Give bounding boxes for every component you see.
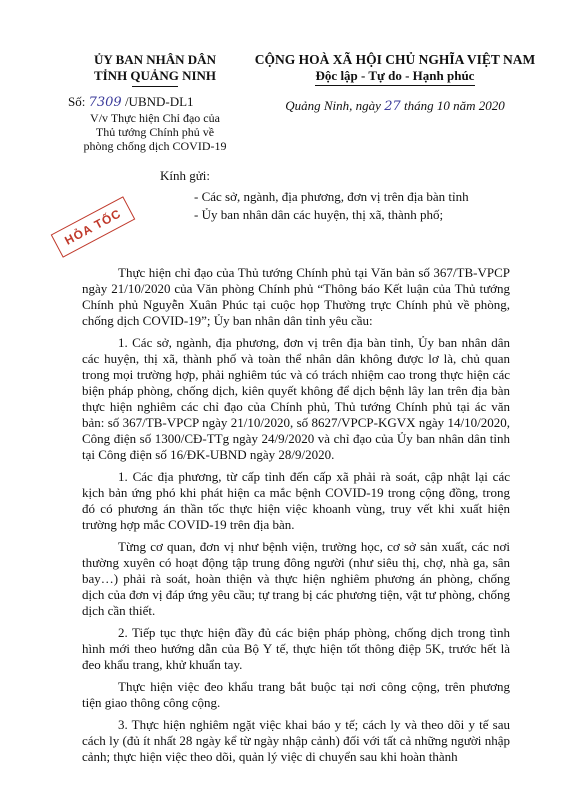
body-paragraph: Thực hiện chỉ đạo của Thủ tướng Chính phủ tại Văn bản số 367/TB-VPCP ngày 21/10/2020 của Văn phòng Chính phủ “Thông báo Kết luận của Thủ tướng Chính phủ Nguyễn Xuân Phúc tại cuộc họp Thường trực Chính phủ về phòng, chống dịch COVID-19”; Ủy ban nhân dân tỉnh yêu cầu: — [82, 265, 510, 328]
body-paragraph: 1. Các địa phương, từ cấp tỉnh đến cấp xã phải rà soát, cập nhật lại các kịch bản ứng phó khi phát hiện ca mắc bệnh COVID-19 trong cộng đồng, trong đó có phương án thần tốc thực hiện việc khoanh vùng, truy vết khi xuất hiện trường hợp mắc COVID-19 trên địa bàn. — [82, 469, 510, 532]
body-paragraph: Thực hiện việc đeo khẩu trang bắt buộc tại nơi công cộng, trên phương tiện giao thông công cộng. — [82, 679, 510, 710]
body-paragraph: 3. Thực hiện nghiêm ngặt việc khai báo y tế; cách ly và theo dõi y tế sau cách ly (đủ ít nhất 28 ngày kể từ ngày nhập cảnh) đối với tất cả những người nhập cảnh; thực hiện việc theo dõi, quản lý việc di chuyển sau khi hoàn thành — [82, 717, 510, 764]
subject-line — [62, 111, 248, 153]
subject-line-2: Thủ tướng Chính phủ về — [95, 125, 215, 139]
issuer-underline — [132, 86, 178, 87]
doc-number-suffix: /UBND-DL1 — [124, 94, 194, 109]
body-paragraph: 2. Tiếp tục thực hiện đầy đủ các biện pháp phòng, chống dịch trong tình hình mới theo hướng dẫn của Bộ Y tế, thực hiện tốt thông điệp 5K, trước hết là đeo khẩu trang, khử khuẩn tay. — [82, 625, 510, 672]
recipient-list — [194, 188, 469, 224]
national-motto: Độc lập - Tự do - Hạnh phúc — [315, 68, 475, 83]
doc-number-handwritten: 7309 — [88, 95, 122, 110]
motto-underline — [315, 85, 475, 86]
document-number — [62, 93, 248, 111]
recipient-item: - Các sở, ngành, địa phương, đơn vị trên địa bàn tỉnh — [194, 189, 469, 204]
issuer-block — [62, 52, 248, 153]
body-paragraph: Từng cơ quan, đơn vị như bệnh viện, trường học, cơ sở sản xuất, các nơi thường xuyên có hoạt động tập trung đông người (như siêu thị, chợ, nhà ga, sân bay…) phải rà soát, hoàn thiện và thực hiện nghiêm phương án phòng, chống dịch của đơn vị đáp ứng yêu cầu; tự trang bị các phương tiện, vật tư phòng, chống dịch cần thiết. — [82, 539, 510, 618]
subject-line-1: V/v Thực hiện Chỉ đạo của — [90, 111, 220, 125]
date-day-handwritten: 27 — [384, 99, 401, 114]
subject-line-3: phòng chống dịch COVID-19 — [83, 139, 227, 153]
urgent-stamp: HỎA TỐC — [51, 196, 136, 257]
body-paragraph: 1. Các sở, ngành, địa phương, đơn vị trên địa bàn tỉnh, Ủy ban nhân dân các huyện, thị xã, thành phố và toàn thể nhân dân không được lơ là, chủ quan trong mọi trường hợp, phải nghiêm túc và có trách nhiệm cao trong thực hiện các biện pháp phòng, chống dịch, kiên quyết không để dịch bệnh lây lan trên địa bàn thực hiện nghiêm các chỉ đạo của Chính phủ, Thủ tướng Chính phủ tại ác văn bản: số 367/TB-VPCP ngày 21/10/2020, số 8627/VPCP-KGVX ngày 14/10/2020, Công điện số 1300/CĐ-TTg ngày 24/9/2020 và chỉ đạo của Ủy ban nhân dân tỉnh tại Công điện số 16/ĐK-UBND ngày 28/9/2020. — [82, 335, 510, 462]
issuer-line-1: ỦY BAN NHÂN DÂN — [94, 52, 216, 67]
national-title: CỘNG HOÀ XÃ HỘI CHỦ NGHĨA VIỆT NAM — [254, 52, 536, 67]
date-line — [250, 98, 540, 114]
document-body — [82, 265, 510, 771]
recipient-item: - Ủy ban nhân dân các huyện, thị xã, thành phố; — [194, 207, 444, 222]
date-suffix: tháng 10 năm 2020 — [404, 98, 505, 113]
national-header — [250, 52, 540, 114]
date-prefix: Quảng Ninh, ngày — [285, 98, 381, 113]
salutation: Kính gửi: — [160, 168, 211, 183]
issuer-line-2: TỈNH QUẢNG NINH — [93, 68, 217, 83]
doc-number-prefix: Số: — [68, 94, 86, 109]
